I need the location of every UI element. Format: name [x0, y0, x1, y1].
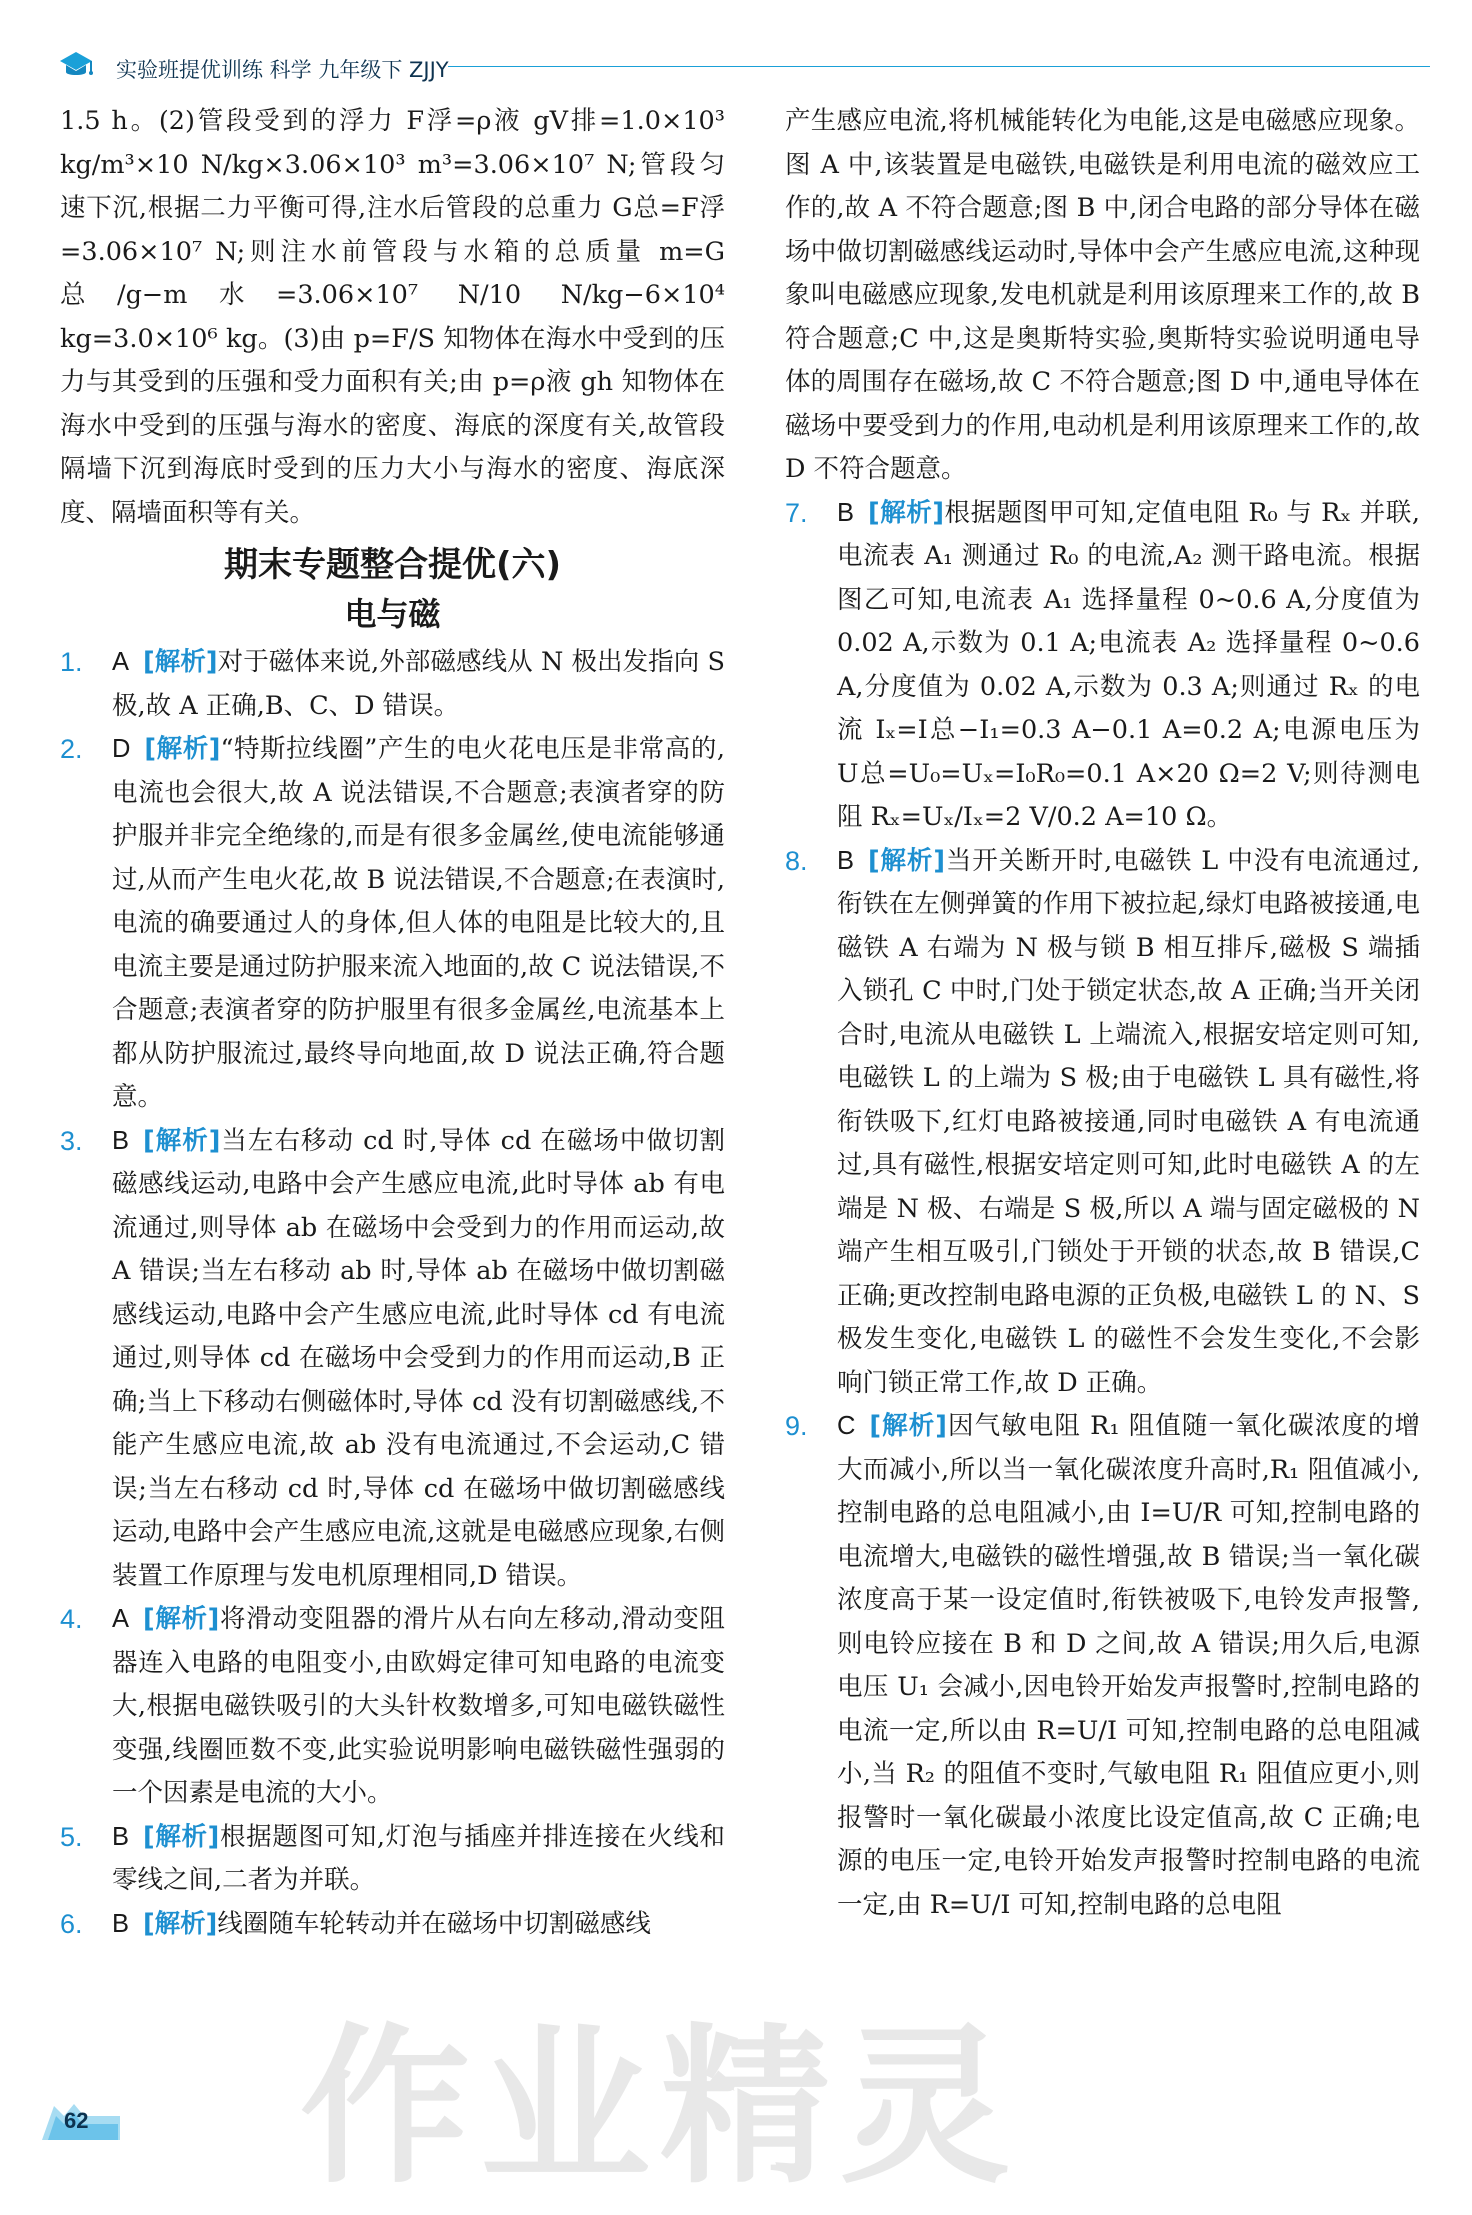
- answer-item: [60, 1903, 725, 1947]
- item-number: 8.: [785, 845, 808, 876]
- item-answer: B: [112, 1126, 130, 1155]
- jiexi-label: [解析]: [143, 1821, 220, 1852]
- right-column: [785, 100, 1420, 1927]
- item-explanation: 将滑动变阻器的滑片从右向左移动,滑动变阻器连入电路的电阻变小,由欧姆定律可知电路的电流变大,根据电磁铁吸引的大头针枚数增多,可知电磁铁磁性变强,线圈匝数不变,此实验说明影响电磁铁磁性强弱的一个因素是电流的大小。: [112, 1604, 726, 1808]
- item-number: 9.: [785, 1411, 808, 1441]
- jiexi-label: [解析]: [144, 734, 221, 764]
- item-number: 3.: [60, 1125, 83, 1156]
- item-answer: B: [837, 846, 855, 875]
- item-number: 2.: [60, 734, 83, 764]
- item-explanation: “特斯拉线圈”产生的电火花电压是非常高的,电流也会很大,故 A 说法错误,不合题意;表演者穿的防护服并非完全绝缘的,而是有很多金属丝,使电流能够通过,从而产生电火花,故 B 说法错误,不合题意;在表演时,电流的确要通过人的身体,但人体的电阻是比较大的,且电流主要是通过防护服来流入地面的,故 C 说法错误,不合题意;表演者穿的防护服里有很多金属丝,电流基本上都从防护服流过,最终导向地面,故 D 说法正确,符合题意。: [112, 734, 725, 1112]
- page-header: [40, 44, 1430, 84]
- jiexi-label: [解析]: [143, 1125, 221, 1156]
- item-number: 5.: [60, 1821, 83, 1852]
- page-number: 62: [64, 2108, 89, 2133]
- item-answer: D: [112, 735, 131, 763]
- answer-item: [785, 840, 1420, 1406]
- continued-answer: 1.5 h。(2)管段受到的浮力 F浮=ρ液 gV排=1.0×10³ kg/m³×10 N/kg×3.06×10³ m³=3.06×10⁷ N;管段匀速下沉,根据二力平衡可得,注水后管段的总重力 G总=F浮=3.06×10⁷ N;则注水前管段与水箱的总质量 m=G总/g−m水=3.06×10⁷ N/10 N/kg−6×10⁴ kg=3.0×10⁶ kg。(3)由 p=F/S 知物体在海水中受到的压力与其受到的压强和受力面积有关;由 p=ρ液 gh 知物体在海水中受到的压强与海水的密度、海底的深度有关,故管段隔墙下沉到海底时受到的压力大小与海水的密度、海底深度、隔墙面积等有关。: [60, 106, 725, 528]
- item-explanation: 根据题图甲可知,定值电阻 R₀ 与 Rₓ 并联,电流表 A₁ 测通过 R₀ 的电流,A₂ 测干路电流。根据图乙可知,电流表 A₁ 选择量程 0~0.6 A,分度值为 0.02 A,示数为 0.1 A;电流表 A₂ 选择量程 0~0.6 A,分度值为 0.02 A,示数为 0.3 A;则通过 Rₓ 的电流 Iₓ=I总−I₁=0.3 A−0.1 A=0.2 A;电源电压为 U总=U₀=Uₓ=I₀R₀=0.1 A×20 Ω=2 V;则待测电阻 Rₓ=Uₓ/Iₓ=2 V/0.2 A=10 Ω。: [837, 497, 1420, 832]
- jiexi-label: [解析]: [869, 1411, 947, 1441]
- item-explanation: 线圈随车轮转动并在磁场中切割磁感线: [217, 1908, 651, 1939]
- item-explanation: 当左右移动 cd 时,导体 cd 在磁场中做切割磁感线运动,电路中会产生感应电流,此时导体 ab 有电流通过,则导体 ab 在磁场中会受到力的作用而运动,故 A 错误;当左右移动 ab 时,导体 ab 在磁场中做切割磁感线运动,电路中会产生感应电流,此时导体 cd 有电流通过,则导体 cd 在磁场中会受到力的作用而运动,B 正确;当上下移动右侧磁体时,导体 cd 没有切割磁感线,不能产生感应电流,故 ab 没有电流通过,不会运动,C 错误;当左右移动 cd 时,导体 cd 在磁场中做切割磁感线运动,电路中会产生感应电流,这就是电磁感应现象,右侧装置工作原理与发电机原理相同,D 错误。: [112, 1125, 725, 1591]
- left-column: [60, 100, 725, 1946]
- jiexi-label: [解析]: [143, 647, 218, 677]
- item-explanation: 当开关断开时,电磁铁 L 中没有电流通过,衔铁在左侧弹簧的作用下被拉起,绿灯电路被接通,电磁铁 A 右端为 N 极与锁 B 相互排斥,磁极 S 端插入锁孔 C 中时,门处于锁定状态,故 A 正确;当开关闭合时,电流从电磁铁 L 上端流入,根据安培定则可知,电磁铁 L 的上端为 S 极;由于电磁铁 L 具有磁性,将衔铁吸下,红灯电路被接通,同时电磁铁 A 有电流通过,具有磁性,根据安培定则可知,此时电磁铁 A 的左端是 N 极、右端是 S 极,所以 A 端与固定磁极的 N 端产生相互吸引,门锁处于开锁的状态,故 B 错误,C 正确;更改控制电路电源的正负极,电磁铁 L 的 N、S 极发生变化,电磁铁 L 的磁性不会发生变化,不会影响门锁正常工作,故 D 正确。: [837, 845, 1421, 1398]
- item-answer: B: [112, 1822, 130, 1851]
- book-title: 实验班提优训练 科学 九年级下 ZJJY: [116, 58, 449, 82]
- graduation-cap-icon: [58, 48, 94, 84]
- answer-item: [60, 1120, 725, 1599]
- answer-item: [60, 1816, 725, 1903]
- answer-item: [60, 641, 725, 728]
- item-explanation: 因气敏电阻 R₁ 阻值随一氧化碳浓度的增大而减小,所以当一氧化碳浓度升高时,R₁ 阻值减小,控制电路的总电阻减小,由 I=U/R 可知,控制电路的电流增大,电磁铁的磁性增强,故 B 错误;当一氧化碳浓度高于某一设定值时,衔铁被吸下,电铃发声报警,则电铃应接在 B 和 D 之间,故 A 错误;用久后,电源电压 U₁ 会减小,因电铃开始发声报警时,控制电路的电流一定,所以由 R=U/I 可知,控制电路的总电阻减小,当 R₂ 的阻值不变时,气敏电阻 R₁ 阻值应更小,则报警时一氧化碳最小浓度比设定值高,故 C 正确;电源的电压一定,电铃开始发声报警时控制电路的电流一定,由 R=U/I 可知,控制电路的总电阻: [837, 1411, 1420, 1920]
- header-rule: [448, 66, 1430, 67]
- continued-answer: 产生感应电流,将机械能转化为电能,这是电磁感应现象。图 A 中,该装置是电磁铁,电磁铁是利用电流的磁效应工作的,故 A 不符合题意;图 B 中,闭合电路的部分导体在磁场中做切割磁感线运动时,导体中会产生感应电流,这种现象叫电磁感应现象,发电机就是利用该原理来工作的,故 B 符合题意;C 中,这是奥斯特实验,奥斯特实验说明通电导体的周围存在磁场,故 C 不符合题意;图 D 中,通电导体在磁场中要受到力的作用,电动机是利用该原理来工作的,故 D 不符合题意。: [785, 106, 1420, 484]
- item-number: 6.: [60, 1908, 83, 1939]
- item-explanation: 根据题图可知,灯泡与插座并排连接在火线和零线之间,二者为并联。: [112, 1821, 726, 1895]
- item-number: 7.: [785, 497, 808, 528]
- jiexi-label: [解析]: [868, 497, 944, 528]
- answer-item: [785, 1405, 1420, 1927]
- jiexi-label: [解析]: [868, 845, 945, 876]
- jiexi-label: [解析]: [143, 1908, 218, 1939]
- answer-item: [60, 728, 725, 1120]
- item-answer: B: [112, 1909, 130, 1938]
- item-number: 1.: [60, 647, 83, 677]
- item-answer: A: [112, 1605, 130, 1633]
- section-subtitle: 电与磁: [344, 595, 441, 633]
- answer-item: [785, 492, 1420, 840]
- jiexi-label: [解析]: [143, 1604, 220, 1634]
- item-answer: A: [112, 648, 130, 676]
- answer-item: [60, 1598, 725, 1816]
- item-answer: B: [837, 498, 855, 527]
- item-answer: C: [837, 1412, 856, 1440]
- watermark: 作业精灵: [300, 2009, 1021, 2207]
- section-title: 期末专题整合提优(六): [223, 545, 562, 585]
- page-number-badge: [40, 2102, 124, 2142]
- item-number: 4.: [60, 1604, 83, 1634]
- item-explanation: 对于磁体来说,外部磁感线从 N 极出发指向 S 极,故 A 正确,B、C、D 错误。: [112, 647, 725, 721]
